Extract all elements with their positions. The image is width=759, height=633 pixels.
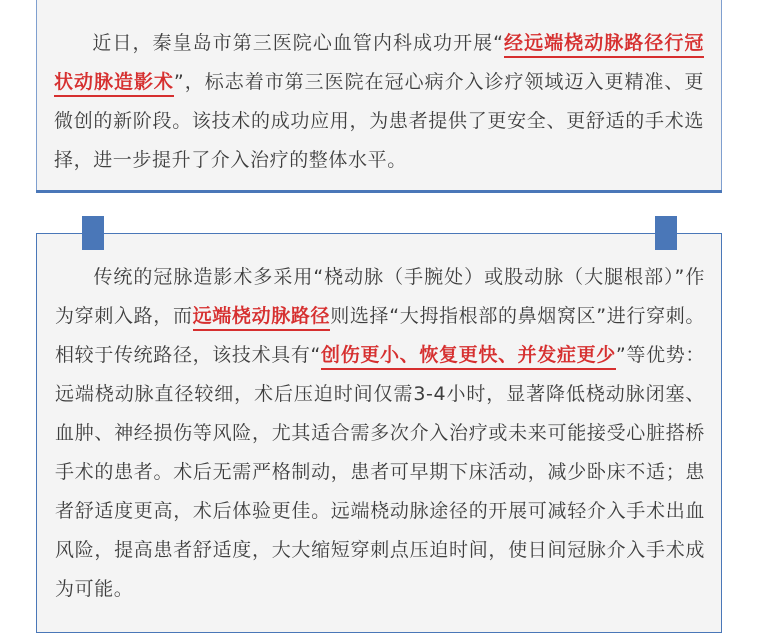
body-card	[36, 233, 722, 633]
body-text-part2: 则选择“大拇指根部的鼻烟窝区”进行穿刺。相较于传统路径，该技术具有“	[55, 305, 706, 366]
body-text-part1: 传统的冠脉造影术多采用“桡动脉（手腕处）或股动脉（大腿根部）”作为穿刺入路，而	[55, 266, 705, 327]
intro-text-after: ”，标志着市第三医院在冠心病介入诊疗领域迈入更精准、更微创的新阶段。该技术的成功应用，为患者提供了更安全、更舒适的手术选择，进一步提升了介入治疗的整体水平。	[54, 71, 704, 171]
right-decorative-tab	[655, 216, 677, 250]
body-paragraph	[55, 258, 705, 609]
intro-card	[36, 0, 722, 193]
intro-card-left-border	[36, 0, 37, 190]
intro-highlight: 经远端桡动脉路径行冠状动脉造影术	[54, 32, 704, 97]
intro-paragraph	[54, 24, 704, 180]
body-highlight-route: 远端桡动脉路径	[193, 305, 331, 331]
body-text-part3: ”等优势：远端桡动脉直径较细，术后压迫时间仅需3-4小时，显著降低桡动脉闭塞、血肿、神经损伤等风险，尤其适合需多次介入治疗或未来可能接受心脏搭桥手术的患者。术后无需严格制动，患者可早期下床活动，减少卧床不适；患者舒适度更高，术后体验更佳。远端桡动脉途径的开展可减轻介入手术出血风险，提高患者舒适度，大大缩短穿刺点压迫时间，使日间冠脉介入手术成为可能。	[55, 344, 705, 600]
intro-text-before: 近日，秦皇岛市第三医院心血管内科成功开展“	[92, 32, 504, 54]
left-decorative-tab	[82, 216, 104, 250]
body-highlight-advantages: 创伤更小、恢复更快、并发症更少	[321, 344, 616, 370]
intro-card-right-border	[721, 0, 722, 190]
